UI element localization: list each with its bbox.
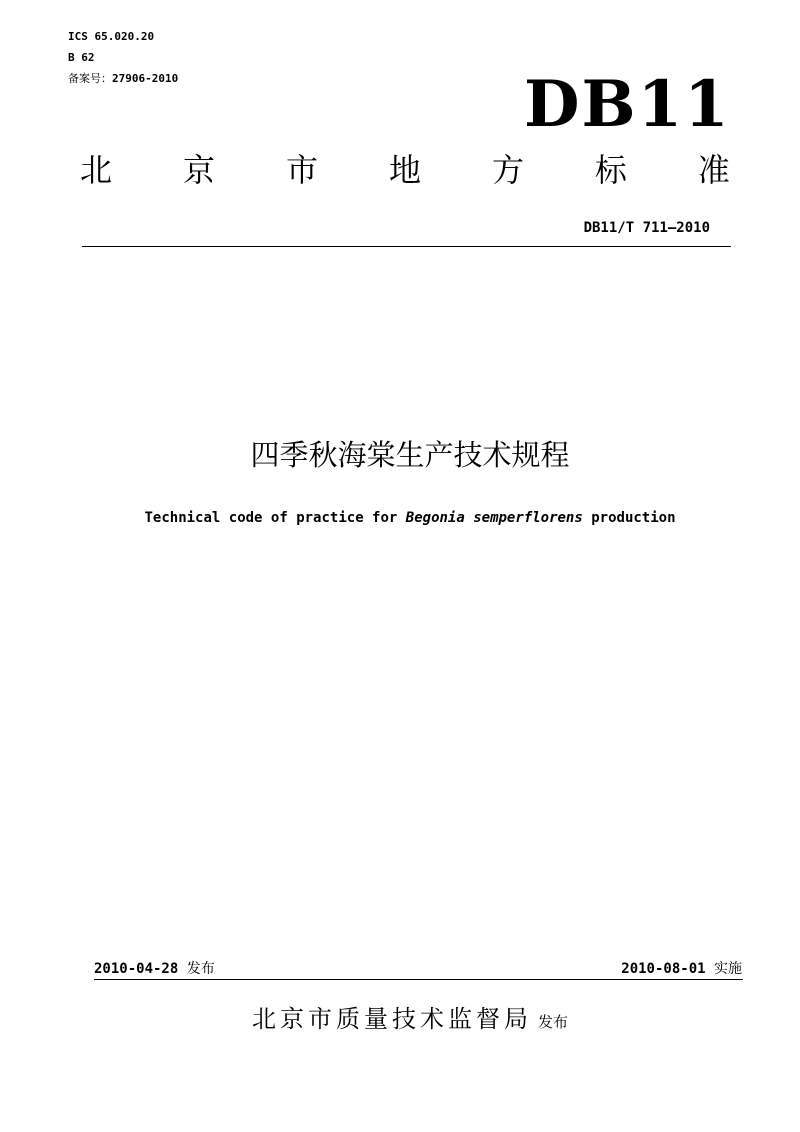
title-english-prefix: Technical code of practice for — [144, 510, 406, 526]
implement-date — [621, 960, 742, 978]
publish-date-label: 发布 — [186, 961, 215, 977]
implement-date-value: 2010-08-01 — [621, 961, 706, 977]
issuer — [0, 1003, 800, 1038]
bottom-divider — [94, 979, 743, 980]
title-english-species: Begonia semperflorens — [405, 510, 583, 526]
issuer-suffix: 发布 — [537, 1013, 568, 1031]
standard-type-char: 市 — [285, 151, 318, 189]
db11-logo: DB11 — [524, 67, 731, 142]
title-chinese: 四季秋海棠生产技术规程 — [250, 438, 570, 472]
standard-type-char: 地 — [388, 151, 421, 189]
top-divider — [82, 246, 731, 247]
title-english — [0, 509, 800, 527]
ics-code: ICS 65.020.20 — [68, 30, 155, 43]
standard-type-char: 标 — [594, 151, 627, 189]
publish-date — [94, 960, 215, 978]
standard-type-heading — [80, 150, 730, 190]
implement-date-label: 实施 — [714, 961, 742, 977]
standard-type-char: 方 — [491, 151, 524, 189]
record-label: 备案号： — [68, 72, 112, 85]
standard-type-char: 准 — [697, 151, 730, 189]
standard-type-char: 京 — [182, 151, 215, 189]
standard-number: DB11/T 711—2010 — [583, 220, 710, 236]
standard-type-char: 北 — [80, 151, 113, 189]
ccs-code: B 62 — [68, 51, 95, 64]
publish-date-value: 2010-04-28 — [94, 961, 179, 977]
record-number — [68, 73, 178, 85]
title-english-suffix: production — [582, 510, 676, 526]
record-number-value: 27906-2010 — [112, 72, 179, 85]
issuer-name: 北京市质量技术监督局 — [251, 1005, 532, 1033]
